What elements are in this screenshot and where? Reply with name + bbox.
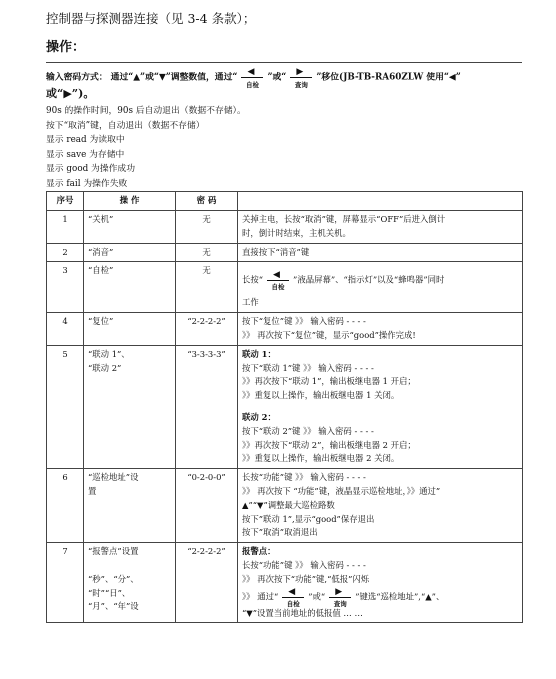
row-number: 6 xyxy=(47,469,84,543)
query-key-icon: ▶ 查询 xyxy=(327,587,353,607)
table-row xyxy=(47,469,523,543)
operation-name: “联动 1”、 “联动 2” xyxy=(84,345,176,468)
table-row xyxy=(47,262,523,313)
operation-name: “巡检地址”设 置 xyxy=(84,469,176,543)
operation-description: 按下“复位”键 》》 输入密码 - - - - 》》 再次按下“复位”键，显示“good”操作完成! xyxy=(238,313,523,346)
divider xyxy=(46,62,522,63)
column-header xyxy=(238,192,523,211)
operations-table xyxy=(46,191,523,623)
note-item: 显示 save 为存储中 xyxy=(46,149,125,160)
table-row xyxy=(47,345,523,468)
table-row xyxy=(47,543,523,623)
password-cell: “2-2-2-2” xyxy=(176,543,238,623)
document-page xyxy=(46,0,522,623)
operation-description: 联动 1： 按下“联动 1”键 》》 输入密码 - - - - 》》再次按下“联动 1”，输出板继电器 1 开启； 》》重复以上操作，输出板继电器 1 关闭。 联动 2： 按下“联动 2”键 》》 输入密码 - - - - 》》再次按下“联动 2”，输出板继电器 2 开启； 》》重复以上操作，输出板继电器 2 关闭。 xyxy=(238,345,523,468)
password-cell: “2-2-2-2” xyxy=(176,313,238,346)
column-header: 密 码 xyxy=(176,192,238,211)
operation-description: 直接按下“消音”键 xyxy=(238,243,523,262)
operation-name: “复位” xyxy=(84,313,176,346)
row-number: 5 xyxy=(47,345,84,468)
row-number: 3 xyxy=(47,262,84,313)
instruction-text: 输入密码方式： 通过“▲”或“▼”调整数值，通过“ xyxy=(46,72,238,83)
password-input-instructions xyxy=(46,67,522,102)
row-number: 2 xyxy=(47,243,84,262)
note-item: 按下“取消”键，自动退出（数据不存储） xyxy=(46,120,205,131)
instruction-text: ”或“ xyxy=(267,72,287,83)
query-key-icon: ▶ 查询 xyxy=(288,67,314,87)
note-item: 90s 的操作时间，90s 后自动退出（数据不存储）。 xyxy=(46,106,246,116)
instruction-text: ”移位(JB-TB-RA60ZLW 使用“◀” xyxy=(316,72,461,83)
operation-name: “消音” xyxy=(84,243,176,262)
password-cell: “3-3-3-3” xyxy=(176,345,238,468)
operation-name: “关机” xyxy=(84,211,176,244)
row-number: 7 xyxy=(47,543,84,623)
table-row xyxy=(47,211,523,244)
table-row xyxy=(47,313,523,346)
password-cell: 无 xyxy=(176,211,238,244)
table-row xyxy=(47,243,523,262)
instruction-text: 或“▶”)。 xyxy=(46,87,95,100)
password-cell: 无 xyxy=(176,262,238,313)
operation-name: “自检” xyxy=(84,262,176,313)
table-header-row xyxy=(47,192,523,211)
self-test-key-icon: ◀ 自检 xyxy=(280,587,306,607)
self-test-key-icon: ◀ 自检 xyxy=(239,67,265,87)
operation-description: 长按“功能”键 》》 输入密码 - - - - 》》 再次按下 “功能”键，液晶显示巡检地址，》》通过” ▲”“▼”调整最大巡检路数 按下”联动 1”,显示“good”保存退出 按下”取消”取消退出 xyxy=(238,469,523,543)
note-item: 显示 fail 为操作失败 xyxy=(46,178,128,189)
row-number: 1 xyxy=(47,211,84,244)
column-header: 操 作 xyxy=(84,192,176,211)
row-number: 4 xyxy=(47,313,84,346)
notes-list xyxy=(46,104,522,191)
self-test-key-icon: ◀ 自检 xyxy=(265,270,291,290)
page-title: 控制器与探测器连接（见 3-4 条款）； xyxy=(46,11,256,26)
column-header: 序号 xyxy=(47,192,84,211)
section-heading: 操作： xyxy=(46,40,86,55)
operation-name: “报警点”设置 “秒”、“分”、 “时”“日”、 “月”、“年”设 xyxy=(84,543,176,623)
operation-description: 报警点： 长按“功能”键 》》 输入密码 - - - - 》》 再次按下“功能”键,“低报”闪烁 》》 通过“ ◀ 自检 ”或“ ▶ 查询 ”键选“巡检地址”,“▲”、 “▼”设置当前地址的低报值 … … xyxy=(238,543,523,623)
operation-description: 长按“ ◀ 自检 ”液晶屏幕”、“指示灯”以及“蜂鸣器”同时 工作 xyxy=(238,262,523,313)
note-item: 显示 good 为操作成功 xyxy=(46,164,136,174)
password-cell: “0-2-0-0” xyxy=(176,469,238,543)
operation-description: 关掉主电，长按“取消”键，屏幕显示“OFF”后进入倒计 时，倒计时结束，主机关机。 xyxy=(238,211,523,244)
password-cell: 无 xyxy=(176,243,238,262)
note-item: 显示 read 为读取中 xyxy=(46,135,125,145)
